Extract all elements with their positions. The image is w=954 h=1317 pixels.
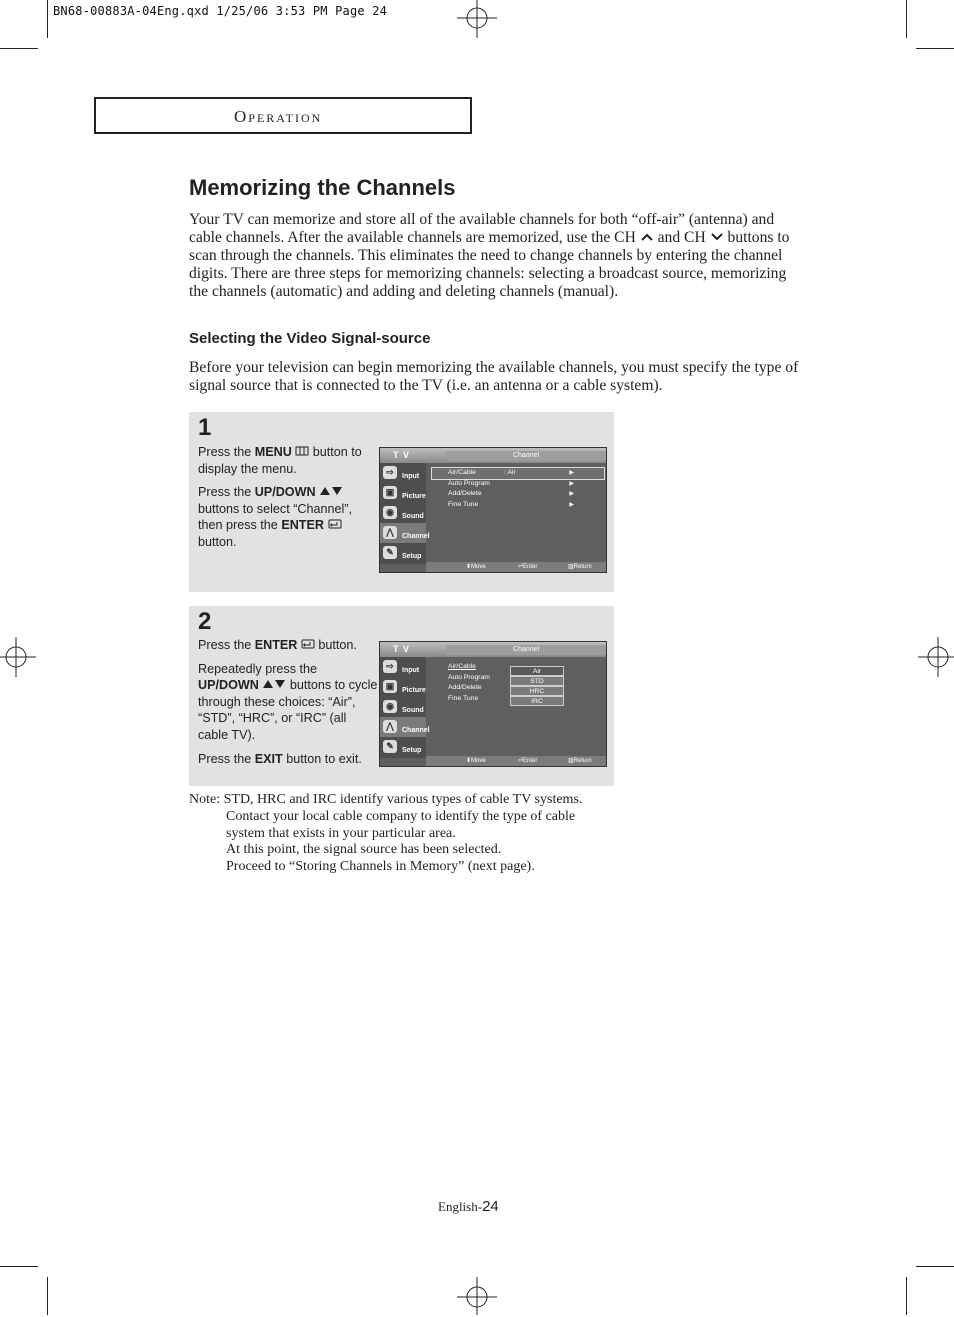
side-label: Sound	[402, 707, 424, 714]
signal-options-list	[510, 666, 564, 706]
section-title: Operation	[234, 107, 323, 126]
step-number: 1	[198, 414, 212, 441]
arrow-right-icon: ▶	[569, 480, 574, 487]
enter-button-icon	[301, 639, 315, 649]
tv-menu-items	[432, 468, 604, 511]
tv-bottom-bar	[426, 756, 607, 766]
step-text: buttons to cycle through these choices: “Air”, “STD”, “HRC”, or “IRC” (all cable TV).	[198, 678, 378, 742]
arrow-right-icon: ▶	[569, 502, 574, 509]
row-label: Auto Program	[448, 479, 490, 487]
registration-mark-icon	[457, 0, 497, 40]
row-label: Auto Program	[448, 673, 490, 681]
tv-menu-row	[432, 500, 604, 511]
note-line: Contact your local cable company to identify the type of cable	[226, 808, 576, 824]
step-1-text	[198, 444, 370, 558]
tv-side-input	[380, 657, 426, 677]
crop-mark	[916, 48, 954, 49]
enter-button-icon	[328, 519, 342, 529]
side-label: Setup	[402, 553, 422, 560]
side-label: Picture	[402, 493, 426, 500]
sound-icon: ◉	[383, 506, 397, 519]
row-label: Add/Delete	[448, 684, 482, 692]
return-hint: ▥ Return	[568, 758, 592, 764]
page-footer	[438, 1198, 499, 1215]
channel-icon: ⋀	[383, 526, 397, 539]
arrow-right-icon: ▶	[569, 470, 574, 476]
registration-mark-icon	[0, 637, 40, 677]
side-label: Sound	[402, 513, 424, 520]
move-hint: ⬍ Move	[466, 758, 486, 764]
step-2-panel	[189, 606, 614, 786]
picture-icon: ▣	[383, 486, 397, 499]
registration-mark-icon	[914, 637, 954, 677]
input-icon: ⇨	[383, 466, 397, 479]
exit-key: EXIT	[254, 751, 283, 766]
tv-menu-screenshot	[379, 447, 607, 573]
intro-paragraph	[189, 211, 799, 301]
return-label: Return	[573, 564, 592, 570]
step-text: Press the	[198, 751, 255, 766]
setup-icon: ✎	[383, 740, 397, 753]
tv-menu-row	[432, 489, 604, 500]
step-text: button.	[314, 638, 357, 652]
tv-sidebar	[380, 463, 430, 564]
page-title: Memorizing the Channels	[189, 175, 456, 200]
tv-side-setup	[380, 543, 426, 563]
note-line: At this point, the signal source has been selected.	[226, 842, 502, 858]
side-label: Channel	[402, 533, 430, 540]
up-down-arrows-icon	[319, 486, 343, 496]
input-icon: ⇨	[383, 660, 397, 673]
tv-side-input	[380, 463, 426, 483]
updown-key: UP/DOWN	[254, 485, 316, 500]
registration-mark-icon	[457, 1277, 497, 1317]
up-down-arrows-icon	[262, 679, 286, 689]
enter-hint: ⏎ Enter	[518, 564, 538, 570]
menu-button-icon	[295, 446, 309, 456]
return-hint: ▥ Return	[568, 564, 592, 570]
page-number: 24	[482, 1198, 499, 1215]
signal-option: STD	[510, 676, 564, 686]
side-label: Picture	[402, 687, 426, 694]
step-text: Repeatedly press the	[198, 661, 318, 676]
tv-sidebar	[380, 657, 430, 758]
crop-mark	[906, 0, 907, 38]
tv-menu-row	[432, 479, 604, 490]
channel-tab: Channel	[446, 645, 606, 655]
crop-mark	[47, 1277, 48, 1315]
crop-mark	[47, 0, 48, 38]
channel-icon: ⋀	[383, 720, 397, 733]
subheading: Selecting the Video Signal-source	[189, 330, 431, 347]
intro-text: and CH	[657, 229, 706, 246]
tv-menu-screenshot	[379, 641, 607, 767]
tv-side-setup	[380, 737, 426, 757]
row-label: Add/Delete	[448, 490, 482, 498]
step-2-text	[198, 637, 378, 774]
sound-icon: ◉	[383, 700, 397, 713]
crop-mark	[0, 1266, 38, 1267]
tv-bottom-bar	[426, 562, 607, 572]
step-1-panel	[189, 412, 614, 592]
print-slug: BN68-00883A-04Eng.qxd 1/25/06 3:53 PM Page 24	[53, 4, 388, 18]
chevron-up-icon	[640, 232, 654, 242]
step-text: button.	[198, 534, 237, 549]
row-label: Air/Cable	[448, 663, 476, 670]
move-label: Move	[471, 564, 486, 570]
intro-text: buttons to scan through the channels. This eliminates the need to change channels by entering the channel digits. There are three steps for memorizing channels: selecting a broadcast source, memorizing the channels (automatic) and adding and deleting channels (manual).	[189, 229, 790, 300]
note-line: Proceed to “Storing Channels in Memory” (next page).	[226, 859, 535, 875]
picture-icon: ▣	[383, 680, 397, 693]
row-label: Fine Tune	[448, 501, 479, 509]
signal-option: Air	[510, 666, 564, 676]
step-text: Press the	[198, 638, 255, 652]
step-text: Press the	[198, 485, 255, 500]
tv-side-picture	[380, 483, 426, 503]
tv-label: T V	[393, 450, 411, 460]
step-text: button to display the menu.	[198, 445, 362, 476]
enter-hint: ⏎ Enter	[518, 758, 538, 764]
channel-tab: Channel	[446, 451, 606, 461]
sub-paragraph: Before your television can begin memorizing the available channels, you must specify the type of signal source that is connected to the TV (i.e. an antenna or a cable system).	[189, 359, 799, 394]
step-text: buttons to select “Channel”, then press the	[198, 501, 353, 533]
step-text: Press the	[198, 445, 255, 459]
tv-side-channel	[380, 523, 430, 543]
signal-option: IRC	[510, 696, 564, 706]
intro-text: Your TV can memorize and store all of the available channels for both “off-air” (antenna) and cable channels. After the available channels are memorized, use the CH	[189, 211, 775, 246]
row-label: Air/Cable	[448, 469, 476, 476]
tv-side-sound	[380, 697, 426, 717]
section-header	[94, 97, 472, 134]
tv-side-sound	[380, 503, 426, 523]
crop-mark	[916, 1266, 954, 1267]
signal-option: HRC	[510, 686, 564, 696]
menu-key: MENU	[254, 445, 292, 459]
chevron-down-icon	[710, 232, 724, 242]
tv-side-picture	[380, 677, 426, 697]
side-label: Setup	[402, 747, 422, 754]
note-line: system that exists in your particular area.	[226, 825, 456, 841]
crop-mark	[906, 1277, 907, 1315]
crop-mark	[0, 48, 38, 49]
side-label: Channel	[402, 727, 430, 734]
row-value: : Air	[504, 469, 516, 476]
side-label: Input	[402, 473, 420, 480]
enter-key: ENTER	[281, 518, 324, 533]
tv-menu-row	[432, 468, 604, 479]
arrow-right-icon: ▶	[569, 491, 574, 498]
side-label: Input	[402, 667, 420, 674]
enter-label: Enter	[523, 758, 538, 764]
note-block	[189, 792, 629, 876]
footer-language: English-	[438, 1199, 483, 1214]
tv-side-channel	[380, 717, 430, 737]
note-line: Note: STD, HRC and IRC identify various types of cable TV systems.	[189, 792, 583, 807]
step-number: 2	[198, 608, 212, 635]
step-text: button to exit.	[282, 751, 362, 766]
move-label: Move	[471, 758, 486, 764]
updown-key: UP/DOWN	[198, 678, 259, 693]
move-hint: ⬍ Move	[466, 564, 486, 570]
enter-key: ENTER	[254, 638, 298, 652]
tv-label: T V	[393, 644, 411, 654]
enter-label: Enter	[523, 564, 538, 570]
return-label: Return	[573, 758, 592, 764]
setup-icon: ✎	[383, 546, 397, 559]
row-label: Fine Tune	[448, 695, 479, 703]
